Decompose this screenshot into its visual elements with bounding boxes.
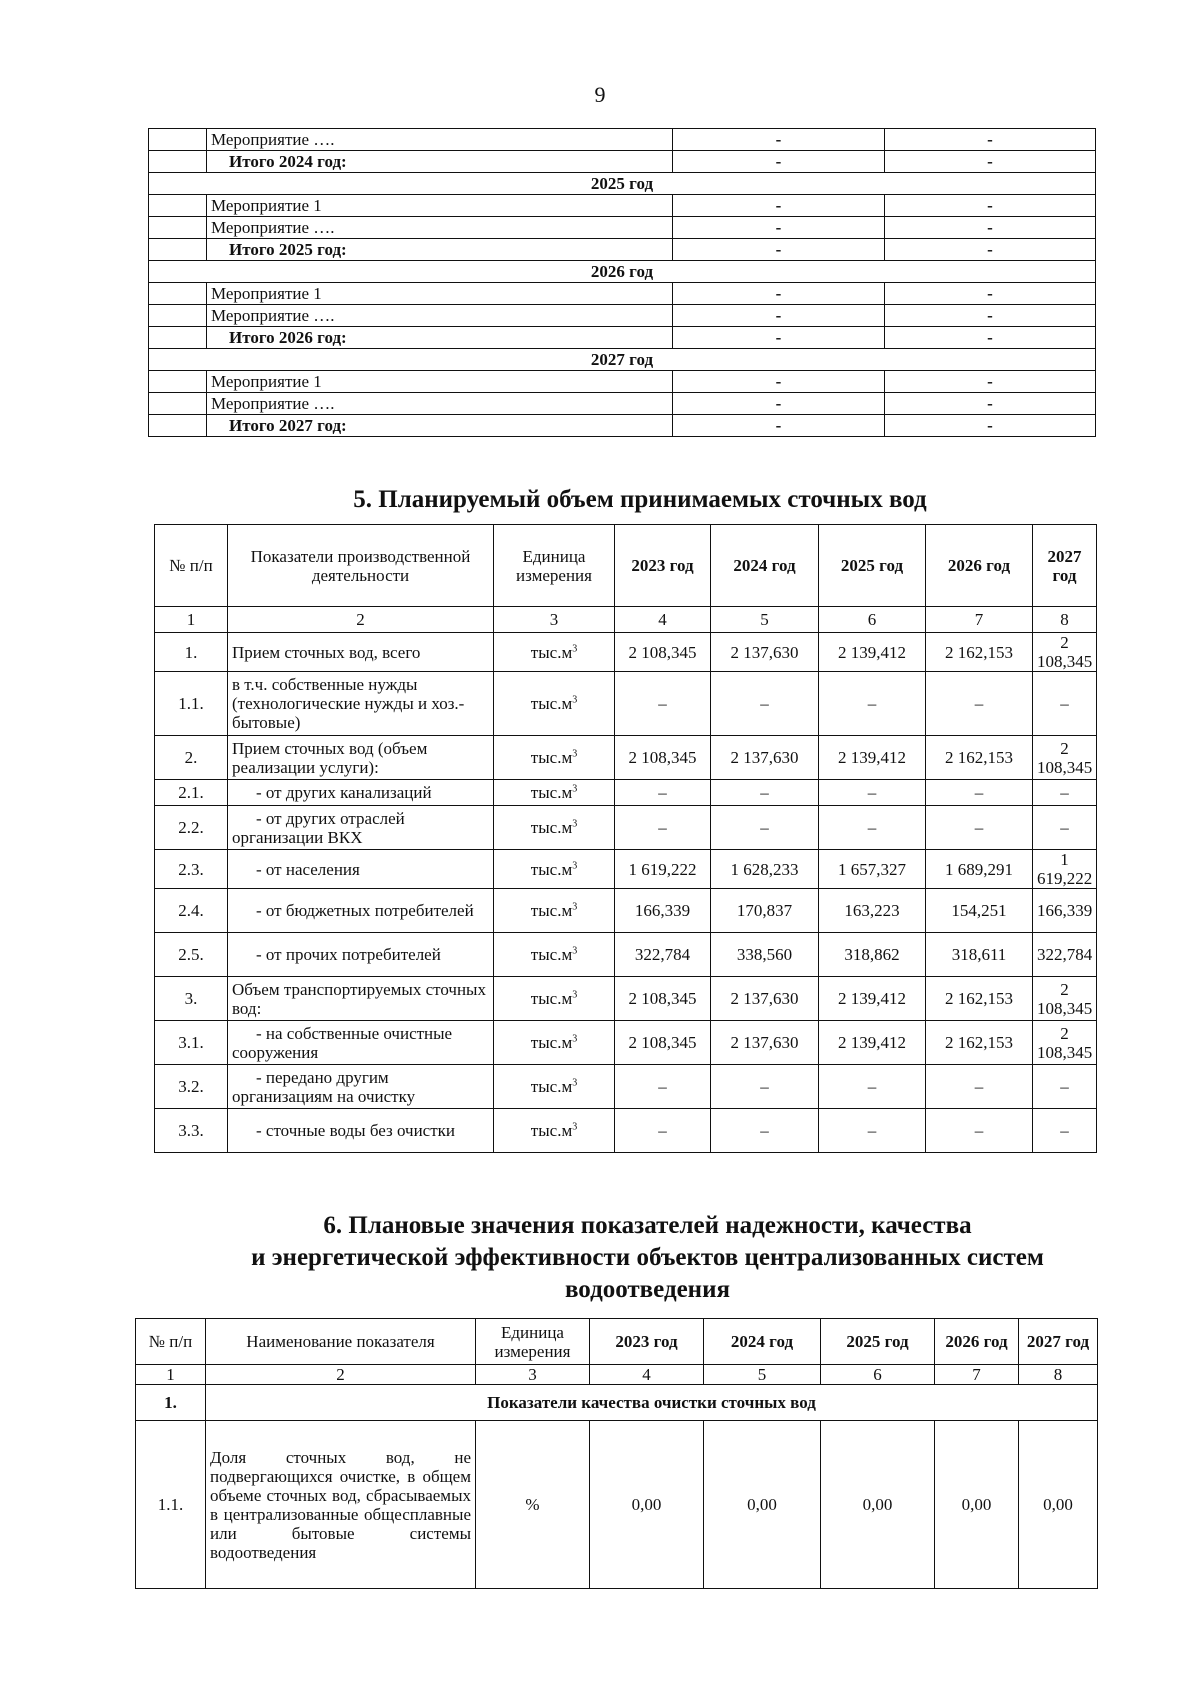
value-cell: - [673, 239, 885, 261]
indicator-name-text: - от бюджетных потребителей [256, 901, 474, 920]
value-cell: 322,784 [615, 933, 711, 977]
header-row [155, 525, 1097, 607]
indicator-name-text: - передано другим организациям на очистку [232, 1067, 416, 1106]
value-cell: - [885, 129, 1096, 151]
value-cell: 322,784 [1033, 933, 1097, 977]
value-cell: – [615, 780, 711, 806]
value-cell: 2 108,345 [615, 977, 711, 1021]
value-cell: 2 137,630 [711, 736, 819, 780]
value-cell: 2 162,153 [926, 977, 1033, 1021]
value-cell: 2 108,345 [1033, 1021, 1097, 1065]
value-cell: - [885, 151, 1096, 173]
column-number: 3 [494, 607, 615, 633]
unit-cell [494, 850, 615, 889]
section6-title-line1: 6. Плановые значения показателей надежности, качества [323, 1212, 972, 1239]
event-label: Мероприятие 1 [207, 371, 673, 393]
empty-cell [149, 371, 207, 393]
event-label: Мероприятие 1 [207, 283, 673, 305]
value-cell: – [926, 672, 1033, 736]
value-cell: 0,00 [821, 1421, 935, 1589]
event-row [149, 129, 1096, 151]
value-cell: 163,223 [819, 889, 926, 933]
unit-text: тыс.м [530, 945, 573, 964]
value-cell: – [819, 806, 926, 850]
event-row [149, 393, 1096, 415]
unit-cell [494, 1021, 615, 1065]
unit-cell: % [476, 1421, 590, 1589]
value-cell: 318,862 [819, 933, 926, 977]
value-cell: – [615, 806, 711, 850]
indicator-name [228, 806, 494, 850]
unit-text: тыс.м [530, 748, 573, 767]
value-cell: - [673, 195, 885, 217]
value-cell: 154,251 [926, 889, 1033, 933]
value-cell: 338,560 [711, 933, 819, 977]
reliability-indicators-table [135, 1318, 1098, 1589]
unit-superscript: 3 [572, 694, 578, 706]
event-label: Мероприятие …. [207, 217, 673, 239]
group-label: Показатели качества очистки сточных вод [206, 1385, 1098, 1421]
total-label: Итого 2025 год: [207, 239, 673, 261]
unit-cell [494, 1109, 615, 1153]
table-row [155, 850, 1097, 889]
column-header: Показатели производственной деятельности [228, 525, 494, 607]
table-row [155, 736, 1097, 780]
value-cell: – [819, 1109, 926, 1153]
indicator-name [228, 633, 494, 672]
section6-title-line2: и энергетической эффективности объектов централизованных систем [251, 1244, 1044, 1271]
value-cell: 2 162,153 [926, 736, 1033, 780]
indicator-name [228, 889, 494, 933]
indicator-name [228, 850, 494, 889]
column-number: 4 [590, 1365, 704, 1385]
table-row [155, 1065, 1097, 1109]
empty-cell [149, 195, 207, 217]
unit-text: тыс.м [530, 694, 573, 713]
value-cell: – [1033, 780, 1097, 806]
column-number: 3 [476, 1365, 590, 1385]
value-cell: 2 137,630 [711, 633, 819, 672]
row-number: 2.3. [155, 850, 228, 889]
value-cell: – [819, 1065, 926, 1109]
indicator-name-text: - от других отраслей организации ВКХ [232, 808, 405, 847]
value-cell: - [885, 415, 1096, 437]
value-cell: - [673, 283, 885, 305]
value-cell: – [615, 1065, 711, 1109]
value-cell: - [673, 415, 885, 437]
indicator-name [228, 1109, 494, 1153]
value-cell: - [673, 393, 885, 415]
total-row [149, 239, 1096, 261]
value-cell: 166,339 [1033, 889, 1097, 933]
value-cell: 0,00 [1019, 1421, 1098, 1589]
total-row [149, 151, 1096, 173]
row-number: 2.2. [155, 806, 228, 850]
row-number: 2. [155, 736, 228, 780]
value-cell: – [926, 1109, 1033, 1153]
unit-superscript: 3 [572, 818, 578, 830]
header-row [136, 1319, 1098, 1365]
value-cell: – [926, 806, 1033, 850]
unit-cell [494, 736, 615, 780]
event-label: Мероприятие …. [207, 305, 673, 327]
value-cell: 2 139,412 [819, 633, 926, 672]
indicator-name-text: в т.ч. собственные нужды (технологические нужды и хоз.-бытовые) [232, 675, 465, 732]
row-number: 1. [155, 633, 228, 672]
indicator-name [228, 1065, 494, 1109]
indicator-name [228, 780, 494, 806]
empty-cell [149, 305, 207, 327]
value-cell: – [1033, 806, 1097, 850]
value-cell: 2 108,345 [1033, 633, 1097, 672]
indicator-name-text: Объем транспортируемых сточных вод: [232, 979, 486, 1018]
row-number: 3.1. [155, 1021, 228, 1065]
value-cell: 166,339 [615, 889, 711, 933]
value-cell: 2 162,153 [926, 1021, 1033, 1065]
unit-superscript: 3 [572, 859, 578, 871]
value-cell: 2 137,630 [711, 1021, 819, 1065]
row-number: 1.1. [155, 672, 228, 736]
group-row [136, 1385, 1098, 1421]
empty-cell [149, 151, 207, 173]
unit-superscript: 3 [572, 1077, 578, 1089]
unit-text: тыс.м [530, 642, 573, 662]
column-number: 6 [819, 607, 926, 633]
table-row [136, 1421, 1098, 1589]
group-number: 1. [136, 1385, 206, 1421]
year-row [149, 261, 1096, 283]
unit-superscript: 3 [572, 901, 578, 913]
value-cell: 2 139,412 [819, 736, 926, 780]
value-cell: – [819, 672, 926, 736]
unit-cell [494, 1065, 615, 1109]
events-table [148, 128, 1096, 437]
event-label: Мероприятие …. [207, 393, 673, 415]
event-label: Мероприятие 1 [207, 195, 673, 217]
column-header: Наименование показателя [206, 1319, 476, 1365]
column-number: 1 [136, 1365, 206, 1385]
value-cell: 1 628,233 [711, 850, 819, 889]
value-cell: - [885, 239, 1096, 261]
column-header: № п/п [136, 1319, 206, 1365]
unit-text: тыс.м [530, 989, 573, 1008]
event-row [149, 371, 1096, 393]
event-row [149, 305, 1096, 327]
value-cell: – [711, 1065, 819, 1109]
total-row [149, 327, 1096, 349]
indicator-name-text: - на собственные очистные сооружения [232, 1023, 453, 1062]
value-cell: - [673, 217, 885, 239]
value-cell: 2 108,345 [615, 633, 711, 672]
value-cell: - [673, 327, 885, 349]
value-cell: 2 108,345 [615, 736, 711, 780]
unit-cell [494, 633, 615, 672]
value-cell: 1 619,222 [1033, 850, 1097, 889]
unit-cell [494, 977, 615, 1021]
empty-cell [149, 239, 207, 261]
column-number: 2 [228, 607, 494, 633]
column-header: 2024 год [704, 1319, 821, 1365]
value-cell: – [1033, 1065, 1097, 1109]
column-header: 2027 год [1019, 1319, 1098, 1365]
value-cell: – [711, 672, 819, 736]
event-row [149, 283, 1096, 305]
unit-cell [494, 806, 615, 850]
value-cell: 2 108,345 [1033, 736, 1097, 780]
unit-text: тыс.м [530, 1121, 573, 1140]
total-label: Итого 2027 год: [207, 415, 673, 437]
value-cell: – [926, 780, 1033, 806]
value-cell: 1 689,291 [926, 850, 1033, 889]
year-label: 2025 год [149, 173, 1096, 195]
indicator-name-text: Прием сточных вод, всего [232, 642, 421, 662]
total-label: Итого 2024 год: [207, 151, 673, 173]
value-cell: 0,00 [590, 1421, 704, 1589]
wastewater-volume-table [154, 524, 1097, 1153]
value-cell: 2 139,412 [819, 977, 926, 1021]
value-cell: - [885, 371, 1096, 393]
empty-cell [149, 283, 207, 305]
unit-text: тыс.м [530, 1077, 573, 1096]
row-number: 3.2. [155, 1065, 228, 1109]
indicator-name-text: - сточные воды без очистки [256, 1121, 456, 1140]
table-row [155, 806, 1097, 850]
empty-cell [149, 393, 207, 415]
column-number: 8 [1019, 1365, 1098, 1385]
value-cell: – [711, 780, 819, 806]
value-cell: 1 619,222 [615, 850, 711, 889]
value-cell: – [711, 806, 819, 850]
indicator-name [228, 1021, 494, 1065]
value-cell: 0,00 [935, 1421, 1019, 1589]
unit-cell [494, 889, 615, 933]
row-number: 3.3. [155, 1109, 228, 1153]
value-cell: – [711, 1109, 819, 1153]
value-cell: 2 108,345 [615, 1021, 711, 1065]
row-number: 1.1. [136, 1421, 206, 1589]
column-number: 7 [926, 607, 1033, 633]
table-row [155, 633, 1097, 672]
unit-text: тыс.м [530, 1033, 573, 1052]
value-cell: - [673, 371, 885, 393]
table-row [155, 672, 1097, 736]
column-header: 2026 год [926, 525, 1033, 607]
table-row [155, 1109, 1097, 1153]
indicator-name-text: - от прочих потребителей [256, 945, 441, 964]
column-number-row [155, 607, 1097, 633]
column-number: 7 [935, 1365, 1019, 1385]
value-cell: – [926, 1065, 1033, 1109]
event-row [149, 217, 1096, 239]
empty-cell [149, 217, 207, 239]
value-cell: - [885, 393, 1096, 415]
column-header: Единица измерения [494, 525, 615, 607]
column-number: 5 [704, 1365, 821, 1385]
value-cell: - [673, 129, 885, 151]
value-cell: 2 162,153 [926, 633, 1033, 672]
value-cell: - [885, 283, 1096, 305]
indicator-name [228, 933, 494, 977]
row-number: 3. [155, 977, 228, 1021]
column-number: 8 [1033, 607, 1097, 633]
year-label: 2026 год [149, 261, 1096, 283]
table-row [155, 1021, 1097, 1065]
unit-text: тыс.м [530, 783, 573, 802]
value-cell: - [885, 195, 1096, 217]
row-number: 2.1. [155, 780, 228, 806]
unit-superscript: 3 [572, 1033, 578, 1045]
value-cell: 0,00 [704, 1421, 821, 1589]
column-header: 2025 год [819, 525, 926, 607]
value-cell: 170,837 [711, 889, 819, 933]
column-header: 2025 год [821, 1319, 935, 1365]
unit-superscript: 3 [572, 642, 578, 654]
value-cell: – [1033, 1109, 1097, 1153]
indicator-name-text: Прием сточных вод (объем реализации услуги): [232, 738, 428, 777]
column-number: 2 [206, 1365, 476, 1385]
column-number: 4 [615, 607, 711, 633]
value-cell: - [885, 217, 1096, 239]
row-number: 2.4. [155, 889, 228, 933]
value-cell: 2 137,630 [711, 977, 819, 1021]
column-number: 5 [711, 607, 819, 633]
column-header: № п/п [155, 525, 228, 607]
column-header: 2024 год [711, 525, 819, 607]
year-row [149, 349, 1096, 371]
empty-cell [149, 129, 207, 151]
column-header: 2023 год [615, 525, 711, 607]
value-cell: – [615, 1109, 711, 1153]
section6-title-line3: водоотведения [564, 1276, 731, 1303]
empty-cell [149, 327, 207, 349]
unit-cell [494, 672, 615, 736]
unit-cell [494, 780, 615, 806]
indicator-name [228, 977, 494, 1021]
column-header: 2023 год [590, 1319, 704, 1365]
indicator-name-text: - от других канализаций [256, 783, 432, 802]
column-header: Единица измерения [476, 1319, 590, 1365]
value-cell: - [673, 151, 885, 173]
section5-title: 5. Планируемый объем принимаемых сточных вод [353, 486, 927, 513]
unit-superscript: 3 [572, 989, 578, 1001]
page-number: 9 [594, 82, 606, 107]
value-cell: - [885, 327, 1096, 349]
column-number-row [136, 1365, 1098, 1385]
indicator-name [228, 672, 494, 736]
total-row [149, 415, 1096, 437]
table-row [155, 977, 1097, 1021]
column-number: 6 [821, 1365, 935, 1385]
unit-superscript: 3 [572, 748, 578, 760]
unit-text: тыс.м [530, 901, 573, 920]
column-header: 2026 год [935, 1319, 1019, 1365]
column-header: 2027 год [1033, 525, 1097, 607]
unit-superscript: 3 [572, 1121, 578, 1133]
empty-cell [149, 415, 207, 437]
table-row [155, 889, 1097, 933]
value-cell: - [673, 305, 885, 327]
table-row [155, 933, 1097, 977]
value-cell: – [819, 780, 926, 806]
year-row [149, 173, 1096, 195]
indicator-name-text: - от населения [256, 859, 360, 879]
value-cell: – [615, 672, 711, 736]
indicator-name [228, 736, 494, 780]
unit-superscript: 3 [572, 783, 578, 795]
value-cell: 318,611 [926, 933, 1033, 977]
unit-superscript: 3 [572, 945, 578, 957]
unit-text: тыс.м [530, 818, 573, 837]
unit-text: тыс.м [530, 859, 573, 879]
row-number: 2.5. [155, 933, 228, 977]
event-label: Мероприятие …. [207, 129, 673, 151]
value-cell: 1 657,327 [819, 850, 926, 889]
total-label: Итого 2026 год: [207, 327, 673, 349]
table-row [155, 780, 1097, 806]
value-cell: 2 108,345 [1033, 977, 1097, 1021]
value-cell: – [1033, 672, 1097, 736]
event-row [149, 195, 1096, 217]
year-label: 2027 год [149, 349, 1096, 371]
indicator-name: Доля сточных вод, не подвергающихся очистке, в общем объеме сточных вод, сбрасываемых в централизованные общесплавные или бытовые системы водоотведения [206, 1421, 476, 1589]
value-cell: - [885, 305, 1096, 327]
unit-cell [494, 933, 615, 977]
column-number: 1 [155, 607, 228, 633]
value-cell: 2 139,412 [819, 1021, 926, 1065]
